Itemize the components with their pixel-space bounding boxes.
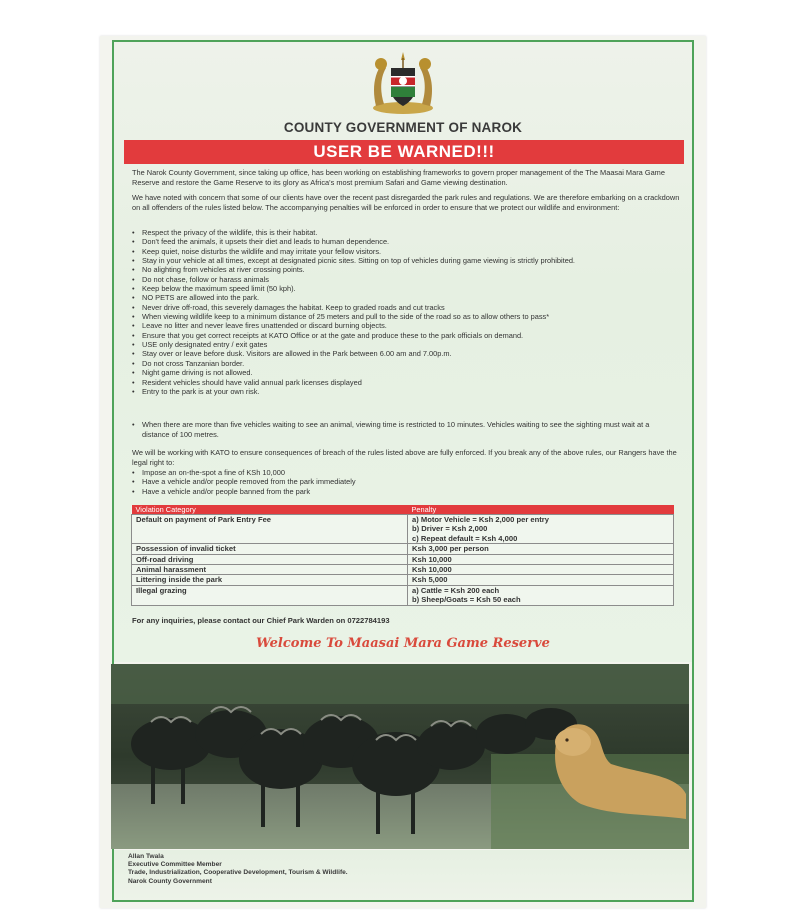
violation-cell: Littering inside the park xyxy=(132,575,408,585)
right-item: • Impose an on-the-spot a fine of KSh 10,000 xyxy=(132,468,680,477)
rule-item: • Entry to the park is at your own risk. xyxy=(132,387,680,396)
coat-of-arms-icon xyxy=(368,50,438,116)
rule-item: • USE only designated entry / exit gates xyxy=(132,340,680,349)
welcome-slogan: Welcome To Maasai Mara Game Reserve xyxy=(256,636,550,651)
violation-cell: Possession of invalid ticket xyxy=(132,544,408,554)
right-item: • Have a vehicle and/or people banned from the park xyxy=(132,487,680,496)
penalty-table xyxy=(131,505,674,606)
rule-item: • Don't feed the animals, it upsets their diet and leads to human dependence. xyxy=(132,237,680,246)
penalty-line: a) Motor Vehicle = Ksh 2,000 per entry xyxy=(412,515,549,524)
penalty-line: a) Cattle = Ksh 200 each xyxy=(412,585,500,595)
signature-block xyxy=(128,853,348,886)
county-title: COUNTY GOVERNMENT OF NAROK xyxy=(283,120,523,135)
table-row xyxy=(132,554,674,564)
viewing-time-rule: • When there are more than five vehicles waiting to see an animal, viewing time is restricted to 10 minutes. Vehicles waiting to see the sighting must wait at a distance of 100 metres. xyxy=(132,420,678,439)
table-row xyxy=(132,575,674,585)
rule-item: • Resident vehicles should have valid annual park licenses displayed xyxy=(132,378,680,387)
rule-item: • When viewing wildlife keep to a minimum distance of 25 meters and pull to the side of the road so as to allow others to pass* xyxy=(132,312,680,321)
penalty-cell: Ksh 3,000 per person xyxy=(408,544,674,554)
violation-cell: Off-road driving xyxy=(132,554,408,564)
rule-item: • Leave no litter and never leave fires unattended or discard burning objects. xyxy=(132,321,680,330)
violation-header: Violation Category xyxy=(132,505,408,515)
rule-item: • Stay in your vehicle at all times, except at designated picnic sites. Sitting on top of vehicles during game viewing is strictly prohibited. xyxy=(132,256,680,265)
penalty-line: c) Repeat default = Ksh 4,000 xyxy=(412,533,518,543)
signatory-name: Allan Twala xyxy=(128,853,164,860)
table-row xyxy=(132,515,674,544)
right-item: • Have a vehicle and/or people removed from the park immediately xyxy=(132,477,680,486)
rule-item: • No alighting from vehicles at river crossing points. xyxy=(132,265,680,274)
ranger-rights-list xyxy=(132,468,680,496)
table-row xyxy=(132,585,674,605)
table-row xyxy=(132,565,674,575)
table-header-row xyxy=(132,505,674,515)
contact-line: For any inquiries, please contact our Chief Park Warden on 0722784193 xyxy=(132,616,390,625)
violation-cell: Animal harassment xyxy=(132,565,408,575)
wildebeest-lion-photo xyxy=(111,664,689,849)
rule-item: • Ensure that you get correct receipts at KATO Office or at the gate and produce these to the park officials on demand. xyxy=(132,331,680,340)
rule-item: • Respect the privacy of the wildlife, this is their habitat. xyxy=(132,228,680,237)
signatory-portfolio: Trade, Industrialization, Cooperative Development, Tourism & Wildlife. xyxy=(128,869,348,877)
signatory-title: Executive Committee Member xyxy=(128,861,222,869)
penalty-header: Penalty xyxy=(408,505,674,515)
rule-item: • Keep below the maximum speed limit (50 kph). xyxy=(132,284,680,293)
signatory-org: Narok County Government xyxy=(128,877,212,885)
penalty-cell: Ksh 10,000 xyxy=(408,565,674,575)
rule-item: • Never drive off-road, this severely damages the habitat. Keep to graded roads and cut tracks xyxy=(132,303,680,312)
rule-item: • Do not cross Tanzanian border. xyxy=(132,359,680,368)
enforcement-paragraph: We will be working with KATO to ensure consequences of breach of the rules listed above are fully enforced. If you break any of the above rules, our Rangers have the legal right to: xyxy=(132,448,677,467)
violation-cell: Illegal grazing xyxy=(132,585,408,605)
penalty-line: b) Driver = Ksh 2,000 xyxy=(412,524,488,534)
intro-paragraph: The Narok County Government, since taking up office, has been working on establishing frameworks to govern proper management of the The Maasai Mara Game Reserve and restore the Game Reserve to its glory as Africa's most premium Safari and Game viewing destination. xyxy=(132,168,665,187)
penalty-cell xyxy=(408,585,674,605)
warning-banner: USER BE WARNED!!! xyxy=(124,140,684,164)
rules-list xyxy=(132,228,680,396)
concern-paragraph: We have noted with concern that some of our clients have over the recent past disregarded the park rules and regulations. We are therefore embarking on a crackdown on all offenders of the rules listed below. The accompanying penalties will be enforced in order to ensure that we protect our wildlife and environment: xyxy=(132,193,680,212)
rule-item: • Stay over or leave before dusk. Visitors are allowed in the Park between 6.00 am and 7.00p.m. xyxy=(132,349,680,358)
penalty-line: b) Sheep/Goats = Ksh 50 each xyxy=(412,595,521,605)
violation-cell: Default on payment of Park Entry Fee xyxy=(132,515,408,544)
penalty-cell xyxy=(408,515,674,544)
rule-item: • Do not chase, follow or harass animals xyxy=(132,275,680,284)
rule-item: • NO PETS are allowed into the park. xyxy=(132,293,680,302)
rule-item: • Night game driving is not allowed. xyxy=(132,368,680,377)
table-row xyxy=(132,544,674,554)
penalty-cell: Ksh 5,000 xyxy=(408,575,674,585)
rule-item: • Keep quiet, noise disturbs the wildlife and may irritate your fellow visitors. xyxy=(132,247,680,256)
penalty-cell: Ksh 10,000 xyxy=(408,554,674,564)
